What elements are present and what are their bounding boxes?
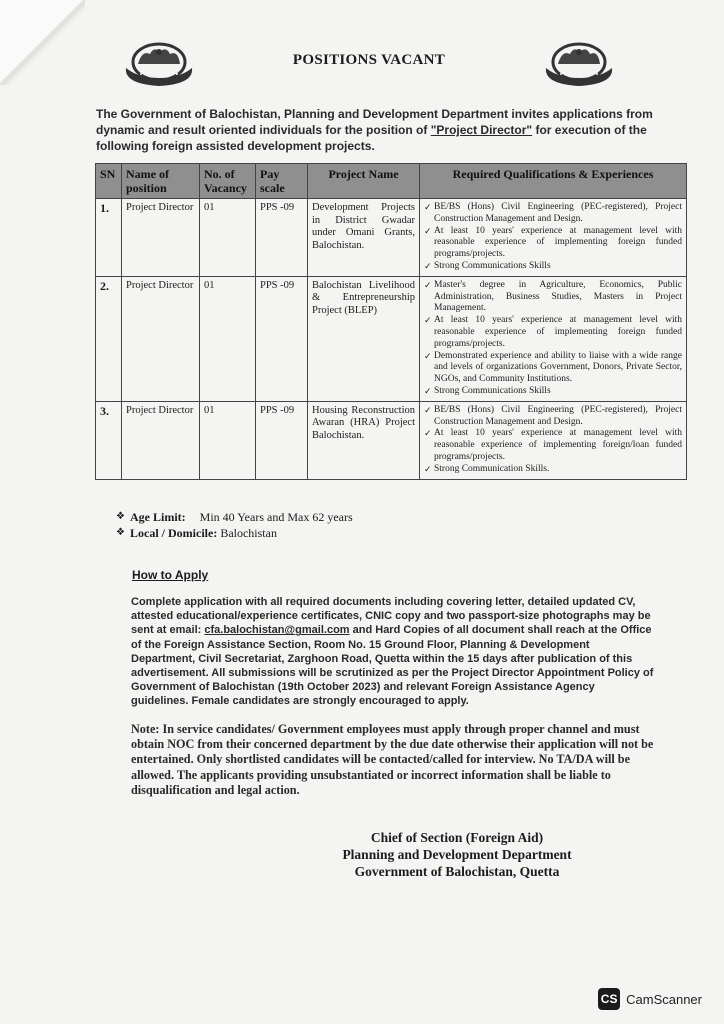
cell-pay: PPS -09 <box>256 401 308 479</box>
intro-paragraph: The Government of Balochistan, Planning and Development Department invites applications from dynamic and result oriented individuals for the position of "Project Director" for execution of the following foreign assisted development projects. <box>96 107 653 153</box>
cell-project: Housing Reconstruction Awaran (HRA) Project Balochistan. <box>308 401 420 479</box>
table-row <box>96 401 687 479</box>
how-to-apply-paragraph: Complete application with all required documents including covering letter, detailed updated CV, attested educational/experience certificates, CNIC copy and two passport-size photographs may be sent at email: cfa.balochistan@gmail.com and Hard Copies of all document shall reach at the Office of the Foreign Assistance Section, Room No. 15 Ground Floor, Planning & Development Department, Civil Secretariat, Zarghoon Road, Quetta within the 15 days after publication of this advertisement. All submissions will be scrutinized as per the Project Director Appointment Policy of Government of Balochistan (19th October 2023) and relevant Foreign Assistance Agency guidelines. Female candidates are strongly encouraged to apply. <box>131 596 654 708</box>
highlight-position: "Project Director" <box>430 123 533 137</box>
signature-line: Government of Balochistan, Quetta <box>354 864 560 879</box>
check-icon: ✓ <box>424 350 432 361</box>
table-header-row <box>96 164 687 199</box>
list-item: ✓ Strong Communications Skills <box>424 260 551 271</box>
column-header: Required Qualifications & Experiences <box>420 164 687 199</box>
signature-line: Planning and Development Department <box>342 847 572 862</box>
cell-qualifications <box>420 401 687 479</box>
column-header: Name of position <box>122 164 200 199</box>
how-to-apply-heading: How to Apply <box>132 568 209 582</box>
column-header: No. of Vacancy <box>200 164 256 199</box>
check-icon: ✓ <box>424 225 432 236</box>
list-item: ✓ BE/BS (Hons) Civil Engineering (PEC-registered), Project Construction Management and Design. <box>424 202 682 224</box>
check-icon: ✓ <box>424 404 432 415</box>
check-icon: ✓ <box>424 260 432 271</box>
cell-project: Development Projects in District Gwadar under Omani Grants, Balochistan. <box>308 199 420 277</box>
cell-position: Project Director <box>122 276 200 401</box>
signature-line: Chief of Section (Foreign Aid) <box>370 830 544 845</box>
page-title: POSITIONS VACANT <box>292 52 446 68</box>
balochistan-emblem-icon <box>540 38 618 90</box>
cell-position: Project Director <box>122 199 200 277</box>
column-header: SN <box>96 164 122 199</box>
list-item <box>116 525 353 541</box>
column-header: Pay scale <box>256 164 308 199</box>
note-paragraph: Note: In service candidates/ Government employees must apply through proper channel and must obtain NOC from their concerned department by the due date otherwise their application will not be entertained. Only shortlisted candidates will be contacted/called for interview. No TA/DA will be allowed. The applicants providing unsubstantiated or incorrect information shall be liable to disqualification and legal action. <box>131 722 654 797</box>
domicile-value: Balochistan <box>220 526 277 540</box>
list-item: ✓ Demonstrated experience and ability to liaise with a wide range and levels of organizations Government, Donors, Private Sector, NGOs, and Community Institutions. <box>424 350 682 385</box>
diamond-bullet-icon: ❖ <box>116 527 125 538</box>
check-icon: ✓ <box>424 463 432 474</box>
cell-vacancy: 01 <box>200 401 256 479</box>
cell-qualifications <box>420 276 687 401</box>
cell-qualifications <box>420 199 687 277</box>
table-row <box>96 276 687 401</box>
check-icon: ✓ <box>424 202 432 212</box>
list-item: ✓ At least 10 years' experience at management level with reasonable experience of implementing foreign funded programs/projects. <box>424 225 682 260</box>
check-icon: ✓ <box>424 385 432 396</box>
camscanner-watermark <box>598 988 702 1010</box>
age-limit-label: Age Limit: <box>130 510 186 524</box>
check-icon: ✓ <box>424 279 432 290</box>
cell-vacancy: 01 <box>200 276 256 401</box>
eligibility-list <box>116 509 353 541</box>
column-header: Project Name <box>308 164 420 199</box>
cell-pay: PPS -09 <box>256 199 308 277</box>
camscanner-label: CamScanner <box>626 991 702 1007</box>
list-item: ✓ BE/BS (Hons) Civil Engineering (PEC-registered), Project Construction Management and Design. <box>424 404 682 427</box>
vacancy-table <box>95 163 687 480</box>
table-row <box>96 199 687 277</box>
cell-sn: 2. <box>96 276 122 401</box>
list-item <box>116 509 353 525</box>
cell-vacancy: 01 <box>200 199 256 277</box>
page-corner-fold <box>0 0 85 85</box>
cell-project: Balochistan Livelihood & Entrepreneurship Project (BLEP) <box>308 276 420 401</box>
cell-position: Project Director <box>122 401 200 479</box>
diamond-bullet-icon: ❖ <box>116 511 125 522</box>
age-limit-value: Min 40 Years and Max 62 years <box>199 510 353 524</box>
list-item: ✓ At least 10 years' experience at management level with reasonable experience of implementing foreign/loan funded programs/projects. <box>424 428 682 462</box>
list-item: ✓ Strong Communication Skills. <box>424 463 550 474</box>
cell-sn: 1. <box>96 199 122 277</box>
cell-sn: 3. <box>96 401 122 479</box>
domicile-label: Local / Domicile: <box>130 526 218 540</box>
camscanner-logo-icon: CS <box>598 988 620 1010</box>
check-icon: ✓ <box>424 428 432 439</box>
signature-block <box>0 829 724 880</box>
email-link[interactable]: cfa.balochistan@gmail.com <box>204 624 350 637</box>
list-item: ✓ At least 10 years' experience at management level with reasonable experience of implementing foreign funded programs/projects. <box>424 315 682 349</box>
list-item: ✓ Master's degree in Agriculture, Economics, Public Administration, Business Studies, Masters in Project Management. <box>424 279 682 314</box>
cell-pay: PPS -09 <box>256 276 308 401</box>
list-item: ✓ Strong Communications Skills <box>424 385 551 396</box>
check-icon: ✓ <box>424 315 432 326</box>
